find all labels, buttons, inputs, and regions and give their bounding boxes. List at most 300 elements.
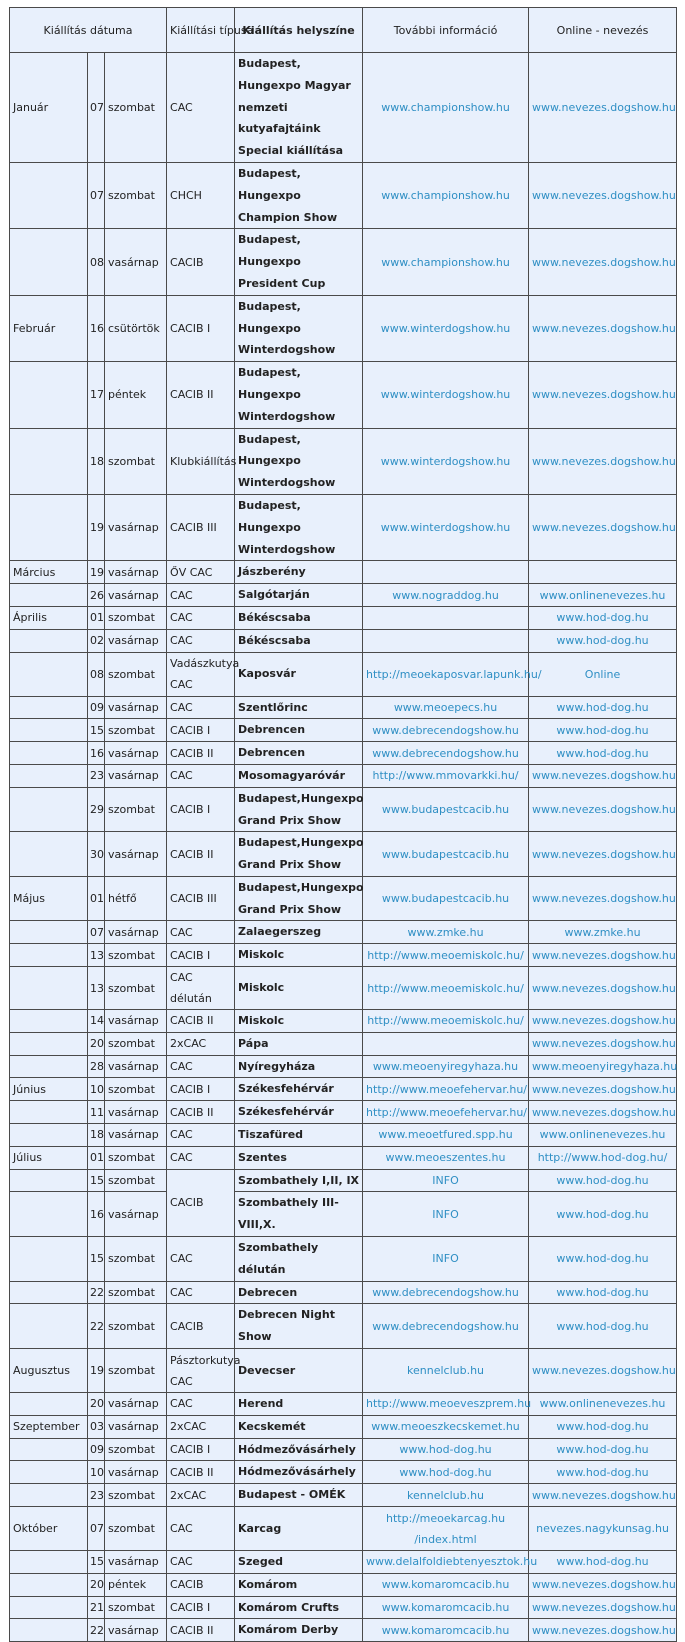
type-cell: CAC (167, 921, 235, 944)
online-entry-link[interactable]: www.nevezes.dogshow.hu (532, 803, 676, 816)
info-cell (363, 696, 529, 719)
online-entry-link[interactable]: www.nevezes.dogshow.hu (532, 1037, 676, 1051)
location-cell: Székesfehérvár (235, 1078, 363, 1101)
online-cell (529, 1573, 677, 1596)
online-entry-link[interactable]: www.hod-dog.hu (556, 1443, 649, 1457)
month-cell (10, 1551, 88, 1574)
location-cell: Debrencen (235, 742, 363, 765)
weekday-cell: péntek (105, 362, 167, 428)
month-cell (10, 494, 88, 560)
info-link[interactable]: www.meoepecs.hu (393, 700, 498, 714)
info-link[interactable]: www.hod-dog.hu (399, 1465, 492, 1479)
weekday-cell: szombat (105, 1484, 167, 1507)
month-cell: Március (10, 561, 88, 584)
table-row (10, 1101, 677, 1124)
weekday-cell: vasárnap (105, 584, 167, 607)
day-cell: 22 (88, 1304, 105, 1349)
type-cell: CAC (167, 1551, 235, 1574)
info-link[interactable]: http://www.meoefehervar.hu/ (366, 1105, 527, 1119)
location-cell: Szeged (235, 1551, 363, 1574)
weekday-cell: szombat (105, 428, 167, 494)
info-link[interactable]: www.budapestcacib.hu (381, 803, 510, 816)
location-cell: Devecser (235, 1349, 363, 1393)
table-row (10, 1281, 677, 1304)
type-cell: CAC (167, 764, 235, 787)
table-row (10, 1415, 677, 1438)
day-cell: 28 (88, 1055, 105, 1078)
info-cell (363, 561, 529, 584)
type-cell: CACIB (167, 1304, 235, 1349)
table-row (10, 764, 677, 787)
day-cell: 13 (88, 944, 105, 967)
online-entry-link[interactable]: www.hod-dog.hu (556, 700, 649, 714)
online-entry-link[interactable]: www.nevezes.dogshow.hu (532, 769, 676, 783)
info-link[interactable]: INFO (432, 1174, 459, 1188)
location-cell: Székesfehérvár (235, 1101, 363, 1124)
info-link[interactable]: www.zmke.hu (407, 925, 484, 939)
info-cell (363, 1393, 532, 1416)
online-entry-link[interactable]: www.hod-dog.hu (556, 1319, 649, 1333)
info-cell (363, 229, 529, 295)
info-link[interactable]: kennelclub.hu (407, 1364, 485, 1378)
online-entry-link[interactable]: www.hod-dog.hu (556, 1555, 649, 1569)
info-link[interactable]: www.debrecendogshow.hu (372, 1286, 519, 1300)
info-link[interactable]: http://www.meoemiskolc.hu/ (367, 1014, 524, 1028)
online-entry-link[interactable]: nevezes.nagykunsag.hu (536, 1522, 669, 1536)
day-cell: 09 (88, 696, 105, 719)
month-cell: Április (10, 606, 88, 629)
info-link[interactable]: http://www.meoemiskolc.hu/ (367, 981, 524, 995)
location-cell: Budapest, Hungexpo Winterdogshow (235, 295, 363, 361)
online-entry-link[interactable]: www.nevezes.dogshow.hu (532, 1578, 676, 1592)
location-cell: Szentlőrinc (235, 696, 363, 719)
info-link[interactable]: http://www.mmovarkki.hu/ (372, 769, 519, 783)
type-cell: CAC (167, 696, 235, 719)
online-entry-link[interactable]: www.onlinenevezes.hu (539, 588, 666, 602)
online-entry-link[interactable]: www.nevezes.dogshow.hu (532, 454, 676, 468)
online-entry-link[interactable]: www.onlinenevezes.hu (539, 1397, 666, 1411)
type-cell: CACIB III (167, 494, 235, 560)
table-row (10, 1507, 677, 1551)
table-row (10, 832, 677, 877)
info-cell (363, 295, 529, 361)
type-cell: CACIB II (167, 1619, 235, 1642)
info-cell (363, 967, 529, 1010)
type-cell: CACIB II (167, 362, 235, 428)
month-cell (10, 1010, 88, 1033)
table-row (10, 1237, 677, 1282)
table-row (10, 1619, 677, 1642)
day-cell: 30 (88, 832, 105, 877)
info-link[interactable]: www.winterdogshow.hu (380, 321, 511, 335)
table-row (10, 944, 677, 967)
info-link[interactable]: www.komaromcacib.hu (381, 1623, 510, 1637)
day-cell: 23 (88, 1484, 105, 1507)
type-cell: 2xCAC (167, 1484, 235, 1507)
month-cell (10, 629, 88, 652)
info-link[interactable]: www.nograddog.hu (392, 588, 499, 602)
weekday-cell: szombat (105, 1596, 167, 1619)
online-entry-link[interactable]: www.nevezes.dogshow.hu (532, 1014, 676, 1028)
table-row (10, 1146, 677, 1169)
online-entry-link[interactable]: www.nevezes.dogshow.hu (532, 1105, 676, 1119)
info-cell (363, 921, 529, 944)
month-cell (10, 787, 88, 832)
table-row (10, 1032, 677, 1055)
online-entry-link[interactable]: www.hod-dog.hu (556, 1420, 649, 1434)
month-cell: Június (10, 1078, 88, 1101)
type-cell: CAC (167, 1237, 235, 1282)
type-cell: Vadászkutya CAC (167, 652, 235, 696)
info-link[interactable]: kennelclub.hu (407, 1488, 485, 1502)
weekday-cell: szombat (105, 1304, 167, 1349)
online-entry-link[interactable]: www.hod-dog.hu (556, 1207, 649, 1221)
online-entry-link[interactable]: www.nevezes.dogshow.hu (532, 189, 676, 203)
location-cell: Komárom (235, 1573, 363, 1596)
info-cell (363, 1101, 529, 1124)
type-cell: CACIB II (167, 1461, 235, 1484)
online-entry-link[interactable]: www.hod-dog.hu (556, 1174, 649, 1188)
online-cell (529, 561, 677, 584)
location-cell: Budapest, Hungexpo Magyar nemzeti kutyafajtáink Special kiállítása (235, 53, 363, 163)
day-cell: 18 (88, 428, 105, 494)
info-cell (363, 1415, 529, 1438)
online-cell (529, 787, 677, 832)
online-cell (529, 1596, 677, 1619)
info-cell (363, 742, 529, 765)
online-cell (529, 1078, 677, 1101)
info-link[interactable]: www.winterdogshow.hu (380, 388, 511, 402)
type-cell: CACIB III (167, 876, 235, 921)
table-row (10, 1078, 677, 1101)
info-link[interactable]: www.winterdogshow.hu (380, 521, 511, 535)
month-cell (10, 696, 88, 719)
day-cell: 15 (88, 1237, 105, 1282)
location-cell: Szombathely III-VIII,X. (235, 1192, 363, 1237)
online-entry-link[interactable]: www.nevezes.dogshow.hu (532, 1623, 676, 1637)
weekday-cell: szombat (105, 1349, 167, 1393)
online-cell (529, 1304, 677, 1349)
weekday-cell: szombat (105, 787, 167, 832)
month-cell: Január (10, 53, 88, 163)
day-cell: 19 (88, 1349, 105, 1393)
info-link[interactable]: http://meoekarcag.hu /index.html (385, 1511, 506, 1546)
location-cell: Szombathely délután (235, 1237, 363, 1282)
info-link[interactable]: www.championshow.hu (381, 189, 510, 203)
table-row (10, 561, 677, 584)
weekday-cell: vasárnap (105, 561, 167, 584)
info-cell (363, 652, 542, 696)
info-link[interactable]: http://www.meoefehervar.hu/ (366, 1082, 527, 1096)
info-link[interactable]: www.meoeszkecskemet.hu (371, 1420, 520, 1434)
info-link[interactable]: www.championshow.hu (381, 100, 510, 114)
info-link[interactable]: INFO (432, 1252, 459, 1266)
online-entry-link[interactable]: www.nevezes.dogshow.hu (532, 521, 676, 535)
info-link[interactable]: www.komaromcacib.hu (381, 1601, 510, 1614)
day-cell: 07 (88, 162, 105, 228)
online-cell (529, 1055, 677, 1078)
type-cell: 2xCAC (167, 1032, 235, 1055)
day-cell: 20 (88, 1032, 105, 1055)
day-cell: 02 (88, 629, 105, 652)
table-row (10, 1169, 677, 1192)
day-cell: 15 (88, 1551, 105, 1574)
online-cell (529, 921, 677, 944)
info-cell (363, 1596, 529, 1619)
month-cell (10, 428, 88, 494)
month-cell (10, 1101, 88, 1124)
table-row (10, 629, 677, 652)
online-entry-link[interactable]: www.nevezes.dogshow.hu (532, 1601, 676, 1614)
weekday-cell: vasárnap (105, 1393, 167, 1416)
table-row (10, 1551, 677, 1574)
weekday-cell: szombat (105, 1032, 167, 1055)
table-row (10, 652, 677, 696)
weekday-cell: vasárnap (105, 494, 167, 560)
online-entry-link[interactable]: www.nevezes.dogshow.hu (532, 1364, 676, 1378)
info-link[interactable]: http://meoekaposvar.lapunk.hu/ (366, 667, 542, 681)
table-row (10, 876, 677, 921)
month-cell (10, 162, 88, 228)
location-cell: Miskolc (235, 1010, 363, 1033)
online-entry-link[interactable]: www.hod-dog.hu (556, 1286, 649, 1300)
location-cell: Miskolc (235, 967, 363, 1010)
online-entry-link[interactable]: www.hod-dog.hu (556, 746, 649, 760)
table-row (10, 1055, 677, 1078)
online-cell (529, 876, 677, 921)
info-cell (363, 1078, 529, 1101)
online-cell (529, 606, 677, 629)
info-cell (363, 719, 529, 742)
info-cell (363, 162, 529, 228)
online-cell (529, 1461, 677, 1484)
day-cell: 09 (88, 1438, 105, 1461)
table-row (10, 1010, 677, 1033)
month-cell (10, 584, 88, 607)
info-link[interactable]: http://www.meoemiskolc.hu/ (367, 948, 524, 962)
weekday-cell: vasárnap (105, 1101, 167, 1124)
info-link[interactable]: www.budapestcacib.hu (381, 847, 510, 861)
day-cell: 16 (88, 295, 105, 361)
month-cell (10, 1484, 88, 1507)
month-cell (10, 944, 88, 967)
online-entry-link[interactable]: www.meoenyiregyhaza.hu (532, 1060, 678, 1074)
info-cell (363, 53, 529, 163)
online-cell (529, 584, 677, 607)
type-cell: CHCH (167, 162, 235, 228)
table-row (10, 428, 677, 494)
weekday-cell: vasárnap (105, 764, 167, 787)
info-link[interactable]: www.championshow.hu (381, 255, 510, 269)
info-cell (363, 606, 529, 629)
day-cell: 07 (88, 1507, 105, 1551)
weekday-cell: vasárnap (105, 1010, 167, 1033)
online-cell (529, 1438, 677, 1461)
location-cell: Budapest,Hungexpo Grand Prix Show (235, 876, 363, 921)
info-cell (363, 787, 529, 832)
weekday-cell: vasárnap (105, 1619, 167, 1642)
online-entry-link[interactable]: www.hod-dog.hu (556, 1252, 649, 1266)
online-entry-link[interactable]: www.nevezes.dogshow.hu (532, 981, 676, 995)
online-cell (529, 1484, 677, 1507)
online-cell (529, 1551, 677, 1574)
info-link[interactable]: www.debrecendogshow.hu (372, 746, 519, 760)
online-entry-link[interactable]: www.nevezes.dogshow.hu (532, 388, 676, 402)
online-entry-link[interactable]: www.nevezes.dogshow.hu (532, 255, 676, 269)
online-cell (529, 967, 677, 1010)
info-cell (363, 1124, 529, 1147)
online-cell (529, 719, 677, 742)
info-link[interactable]: www.budapestcacib.hu (381, 892, 510, 906)
online-entry-link[interactable]: www.nevezes.dogshow.hu (532, 892, 676, 906)
info-link[interactable]: www.hod-dog.hu (399, 1443, 492, 1457)
online-entry-link[interactable]: www.onlinenevezes.hu (539, 1128, 666, 1142)
type-cell: CACIB I (167, 944, 235, 967)
info-link[interactable]: www.komaromcacib.hu (381, 1578, 510, 1592)
online-entry-link[interactable]: http://www.hod-dog.hu/ (537, 1151, 668, 1165)
online-entry-link[interactable]: www.hod-dog.hu (556, 611, 649, 625)
info-cell (363, 1349, 529, 1393)
online-entry-link[interactable]: www.nevezes.dogshow.hu (532, 100, 676, 114)
table-row (10, 696, 677, 719)
info-link[interactable]: www.meoetfured.spp.hu (378, 1128, 513, 1142)
location-cell: Jászberény (235, 561, 363, 584)
location-cell: Budapest,Hungexpo Grand Prix Show (235, 832, 363, 877)
online-cell (529, 229, 677, 295)
month-cell (10, 1438, 88, 1461)
type-cell: CAC (167, 584, 235, 607)
type-cell: CACIB I (167, 1596, 235, 1619)
info-cell (363, 1438, 529, 1461)
info-link[interactable]: www.meoeszentes.hu (385, 1151, 506, 1165)
type-cell: CACIB I (167, 719, 235, 742)
online-entry-link[interactable]: www.hod-dog.hu (556, 723, 649, 737)
online-cell (529, 494, 677, 560)
day-cell: 29 (88, 787, 105, 832)
online-entry-link[interactable]: www.zmke.hu (564, 925, 641, 939)
header-row (10, 8, 677, 53)
month-cell (10, 1281, 88, 1304)
online-entry-link[interactable]: www.nevezes.dogshow.hu (532, 948, 676, 962)
day-cell: 26 (88, 584, 105, 607)
location-cell: Budapest, Hungexpo Winterdogshow (235, 494, 363, 560)
month-cell: Május (10, 876, 88, 921)
table-row (10, 1438, 677, 1461)
online-cell (529, 1507, 677, 1551)
online-entry-link[interactable]: www.hod-dog.hu (556, 1465, 649, 1479)
online-cell (529, 428, 677, 494)
dog-show-schedule-table (9, 7, 677, 1642)
info-cell (363, 944, 529, 967)
location-cell: Herend (235, 1393, 363, 1416)
type-cell: CACIB I (167, 295, 235, 361)
online-entry-link[interactable]: www.nevezes.dogshow.hu (532, 847, 676, 861)
location-cell: Hódmezővásárhely (235, 1461, 363, 1484)
day-cell: 19 (88, 494, 105, 560)
info-link[interactable]: www.delalfoldiebtenyesztok.hu (366, 1555, 538, 1569)
online-cell (529, 629, 677, 652)
weekday-cell: szombat (105, 162, 167, 228)
month-cell (10, 1596, 88, 1619)
month-cell (10, 1619, 88, 1642)
online-cell (529, 1146, 677, 1169)
day-cell: 17 (88, 362, 105, 428)
info-link[interactable]: www.debrecendogshow.hu (372, 723, 519, 737)
info-link[interactable]: INFO (432, 1207, 459, 1221)
info-cell (363, 1032, 529, 1055)
table-row (10, 606, 677, 629)
info-cell (363, 428, 529, 494)
online-cell (529, 1124, 677, 1147)
online-cell (529, 1349, 677, 1393)
location-cell: Salgótarján (235, 584, 363, 607)
weekday-cell: szombat (105, 944, 167, 967)
info-cell (363, 1146, 529, 1169)
type-cell: CAC (167, 1393, 235, 1416)
online-entry-link[interactable]: Online (584, 667, 621, 681)
day-cell: 07 (88, 53, 105, 163)
online-cell (529, 162, 677, 228)
info-link[interactable]: www.winterdogshow.hu (380, 454, 511, 468)
day-cell: 08 (88, 652, 105, 696)
online-entry-link[interactable]: www.nevezes.dogshow.hu (532, 1082, 676, 1096)
weekday-cell: vasárnap (105, 229, 167, 295)
location-cell: Budapest - OMÉK (235, 1484, 363, 1507)
online-entry-link[interactable]: www.nevezes.dogshow.hu (532, 1488, 676, 1502)
online-cell (529, 1032, 677, 1055)
info-cell (363, 362, 529, 428)
weekday-cell: vasárnap (105, 1415, 167, 1438)
day-cell: 23 (88, 764, 105, 787)
info-link[interactable]: www.debrecendogshow.hu (372, 1319, 519, 1333)
online-entry-link[interactable]: www.hod-dog.hu (556, 634, 649, 648)
day-cell: 20 (88, 1393, 105, 1416)
table-row (10, 229, 677, 295)
location-cell: Békéscsaba (235, 629, 363, 652)
month-cell (10, 1192, 88, 1237)
online-cell (529, 652, 677, 696)
type-cell: CACIB II (167, 1101, 235, 1124)
online-entry-link[interactable]: www.nevezes.dogshow.hu (532, 321, 676, 335)
info-cell (363, 876, 529, 921)
info-cell (363, 1551, 538, 1574)
table-row (10, 1124, 677, 1147)
weekday-cell: vasárnap (105, 629, 167, 652)
online-cell (529, 295, 677, 361)
month-cell: Szeptember (10, 1415, 88, 1438)
info-link[interactable]: www.meoenyiregyhaza.hu (372, 1060, 519, 1074)
online-cell (529, 1010, 677, 1033)
table-row (10, 742, 677, 765)
online-cell (529, 944, 677, 967)
table-row (10, 494, 677, 560)
month-cell (10, 1032, 88, 1055)
info-link[interactable]: http://www.meoeveszprem.hu (366, 1397, 532, 1411)
table-row (10, 1596, 677, 1619)
type-cell: CAC délután (167, 967, 235, 1010)
day-cell: 15 (88, 1169, 105, 1192)
table-row (10, 1461, 677, 1484)
month-cell (10, 229, 88, 295)
month-cell (10, 764, 88, 787)
info-cell (363, 1484, 529, 1507)
weekday-cell: szombat (105, 967, 167, 1010)
location-cell: Pápa (235, 1032, 363, 1055)
type-cell: CACIB (167, 229, 235, 295)
weekday-cell: vasárnap (105, 1192, 167, 1237)
info-cell (363, 832, 529, 877)
month-cell (10, 921, 88, 944)
